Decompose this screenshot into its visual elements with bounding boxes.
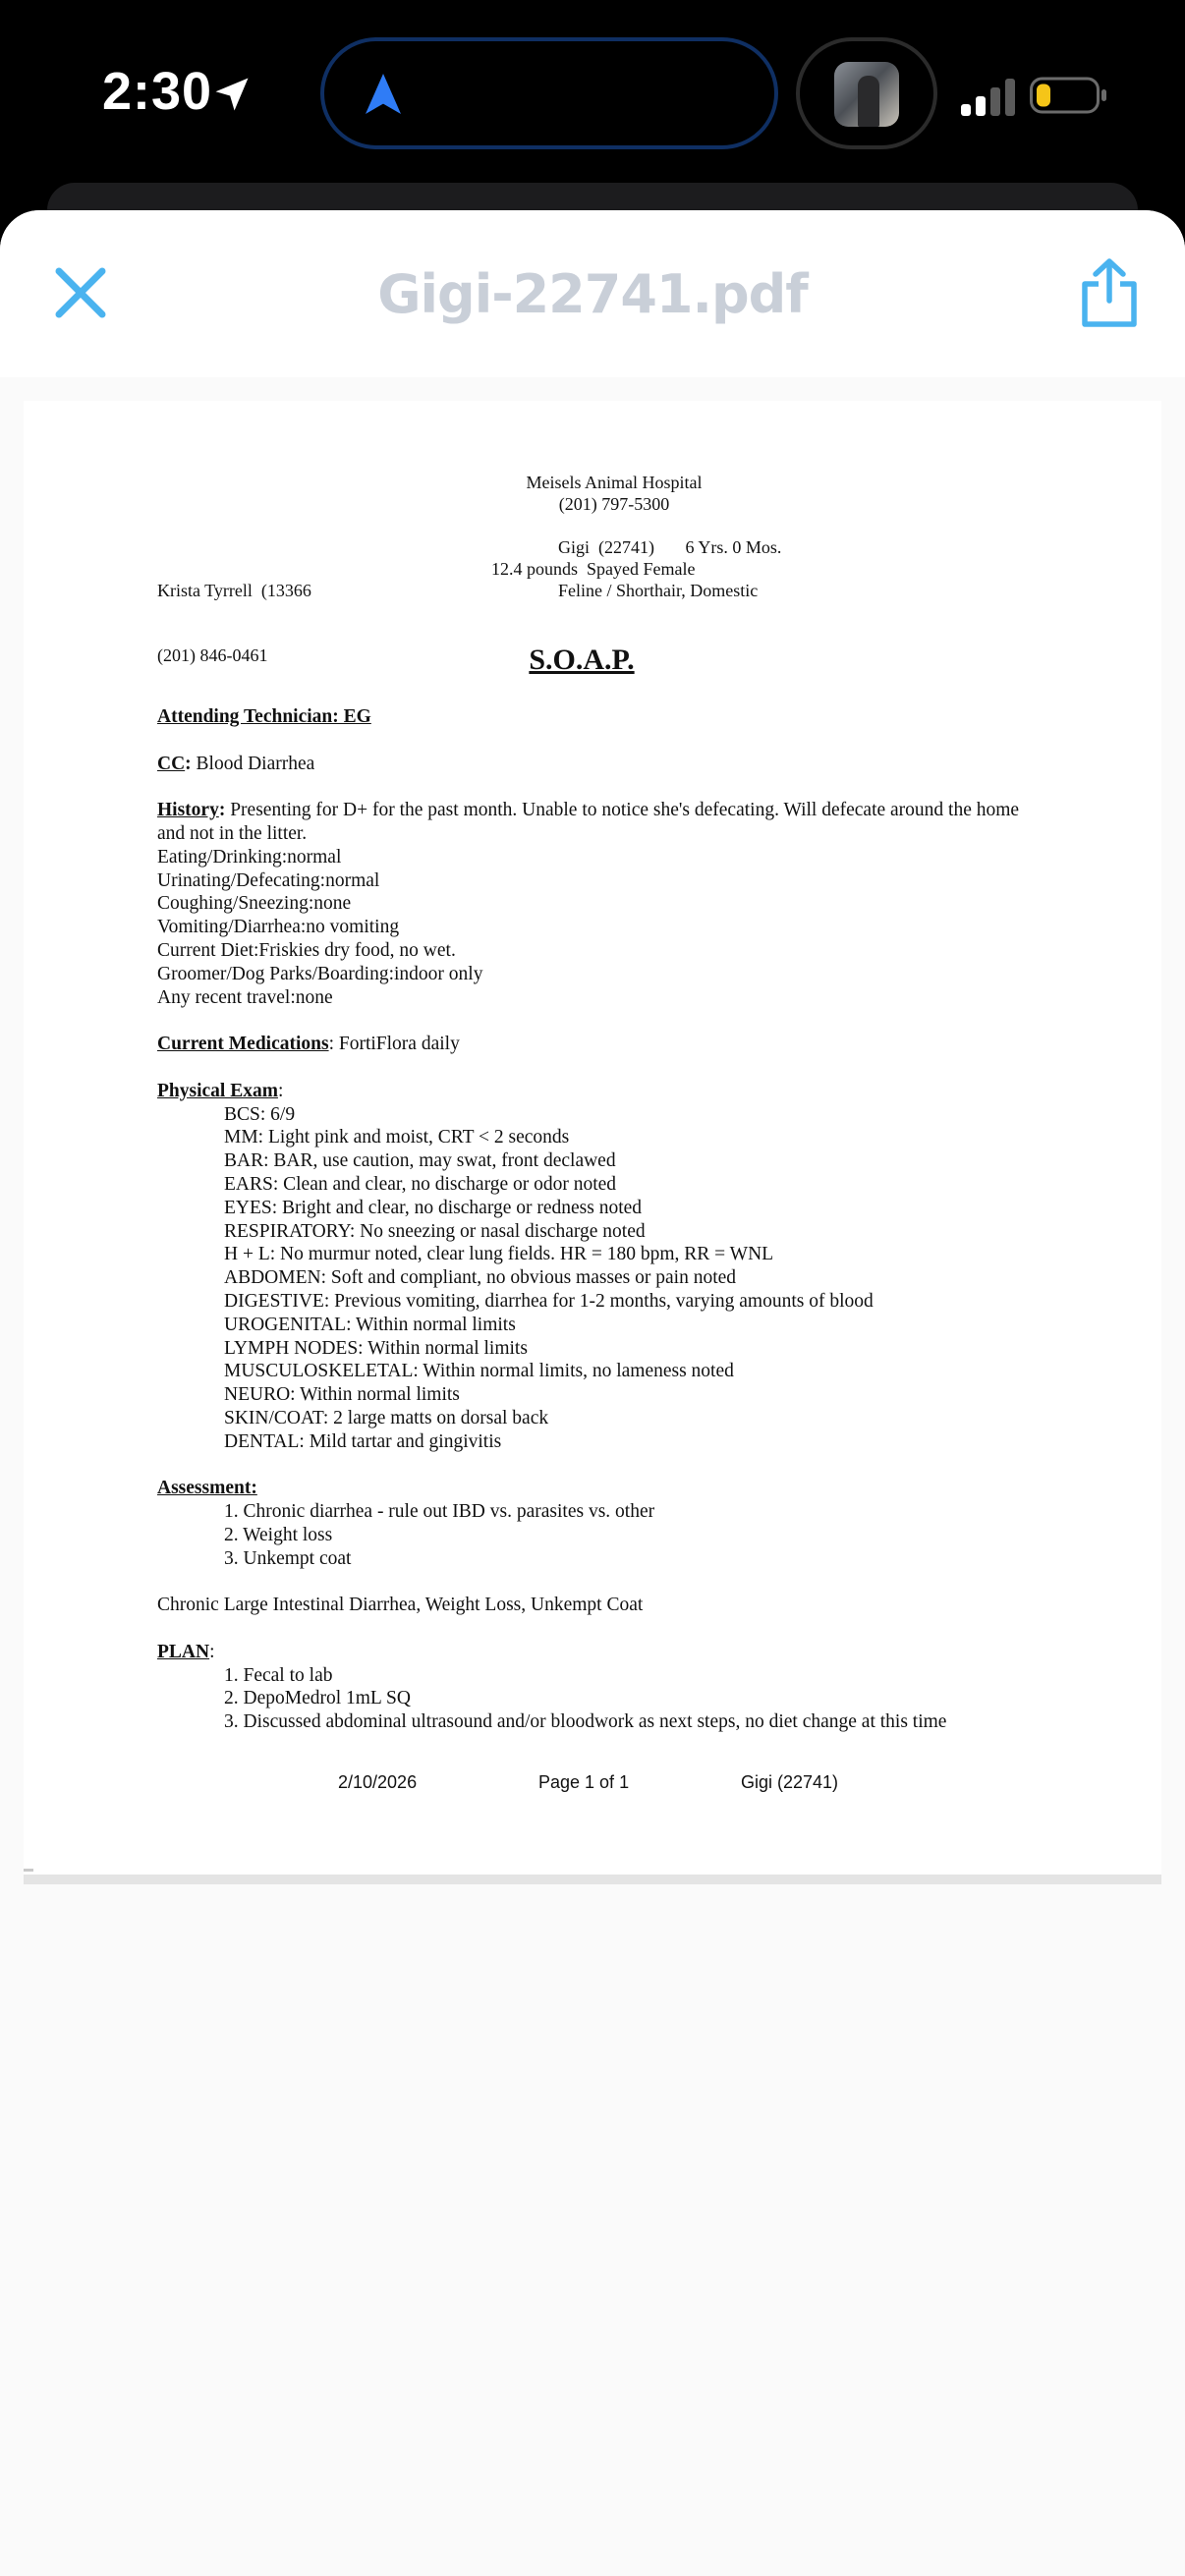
- sheet-header: [0, 210, 1185, 377]
- footer-patient: Gigi (22741): [741, 1772, 839, 1792]
- exam-item: SKIN/COAT: 2 large matts on dorsal back: [224, 1407, 549, 1428]
- exam-item: LYMPH NODES: Within normal limits: [224, 1337, 528, 1359]
- assessment-item: 3. Unkempt coat: [224, 1547, 352, 1569]
- exam-item: NEURO: Within normal limits: [224, 1384, 460, 1406]
- history-item: Urinating/Defecating:normal: [157, 869, 380, 891]
- exam-item: DENTAL: Mild tartar and gingivitis: [224, 1430, 502, 1452]
- footer-date: 2/10/2026: [338, 1772, 418, 1792]
- history-text: Presenting for D+ for the past month. Unable to notice she's defecating. Will defecate around the home and not in the litter.: [157, 800, 1020, 844]
- owner-info: [157, 536, 311, 709]
- patient-species: Feline / Shorthair, Domestic: [558, 581, 759, 600]
- cc-label: CC: [157, 753, 186, 774]
- attending-technician: Attending Technician: EG: [157, 706, 371, 727]
- history-item: Groomer/Dog Parks/Boarding:indoor only: [157, 963, 483, 984]
- soap-body: [157, 705, 1022, 1734]
- exam-item: RESPIRATORY: No sneezing or nasal discharge noted: [224, 1220, 646, 1242]
- exam-label: Physical Exam: [157, 1080, 278, 1101]
- status-time: 2:30: [102, 62, 213, 121]
- hospital-name: Meisels Animal Hospital: [526, 473, 703, 492]
- battery-icon: [1030, 75, 1108, 116]
- chief-complaint: CC: Blood Diarrhea: [157, 753, 315, 774]
- exam-item: EYES: Bright and clear, no discharge or redness noted: [224, 1197, 643, 1218]
- plan-item: 1. Fecal to lab: [224, 1664, 333, 1686]
- history-item: Current Diet:Friskies dry food, no wet.: [157, 939, 456, 961]
- assessment-label: Assessment:: [157, 1478, 257, 1499]
- plan-item: 3. Discussed abdominal ultrasound and/or bloodwork as next steps, no diet change at this time: [224, 1711, 947, 1733]
- pdf-page[interactable]: [24, 401, 1161, 1884]
- cc-value: Blood Diarrhea: [191, 753, 315, 774]
- dynamic-island[interactable]: [320, 37, 778, 149]
- exam-item: UROGENITAL: Within normal limits: [224, 1314, 516, 1335]
- exam-item: MM: Light pink and moist, CRT < 2 seconds: [224, 1127, 570, 1148]
- page-edge: [24, 1869, 33, 1872]
- exam-item: BAR: BAR, use caution, may swat, front declawed: [224, 1150, 616, 1172]
- history-label: History: [157, 800, 219, 821]
- physical-exam: Physical Exam:: [157, 1080, 284, 1101]
- patient-weight-sex: 12.4 pounds Spayed Female: [491, 559, 696, 579]
- location-arrow-icon: [210, 73, 254, 116]
- soap-title: S.O.A.P.: [529, 644, 635, 676]
- document-title: Gigi-22741.pdf: [377, 263, 808, 325]
- exam-item: ABDOMEN: Soft and compliant, no obvious masses or pain noted: [224, 1267, 737, 1289]
- signal-icon: [961, 79, 1016, 116]
- assessment-item: 2. Weight loss: [224, 1524, 333, 1545]
- history-item: Eating/Drinking:normal: [157, 846, 342, 868]
- contact-photo: [834, 62, 899, 127]
- owner-name: Krista Tyrrell (13366: [157, 581, 311, 600]
- history: History: Presenting for D+ for the past month. Unable to notice she's defecating. Will defecate around the home and not in the litter.: [157, 800, 1020, 844]
- history-item: Vomiting/Diarrhea:no vomiting: [157, 917, 400, 938]
- patient-name-age: Gigi (22741) 6 Yrs. 0 Mos.: [558, 537, 782, 557]
- hospital-phone: (201) 797-5300: [558, 494, 670, 514]
- current-medications: [157, 1033, 1022, 1056]
- owner-phone: (201) 846-0461: [157, 645, 268, 665]
- exam-item: DIGESTIVE: Previous vomiting, diarrhea for 1-2 months, varying amounts of blood: [224, 1290, 874, 1312]
- status-bar: [0, 0, 1185, 196]
- plan: PLAN:: [157, 1641, 215, 1662]
- medications-value: : FortiFlora daily: [328, 1034, 460, 1055]
- medications-label: Current Medications: [157, 1034, 329, 1055]
- share-icon[interactable]: [1079, 257, 1140, 328]
- plan-item: 2. DepoMedrol 1mL SQ: [224, 1688, 411, 1709]
- assessment-item: 1. Chronic diarrhea - rule out IBD vs. parasites vs. other: [224, 1501, 655, 1523]
- live-activity-bubble[interactable]: [796, 37, 937, 149]
- plan-label: PLAN: [157, 1641, 210, 1662]
- exam-item: MUSCULOSKELETAL: Within normal limits, no lameness noted: [224, 1361, 734, 1382]
- diagnosis: Chronic Large Intestinal Diarrhea, Weight Loss, Unkempt Coat: [157, 1595, 644, 1616]
- pdf-viewer-sheet: [0, 210, 1185, 2576]
- exam-item: BCS: 6/9: [224, 1103, 296, 1125]
- navigation-icon: [360, 71, 407, 118]
- footer-page: Page 1 of 1: [538, 1772, 630, 1792]
- history-item: Any recent travel:none: [157, 986, 333, 1008]
- history-item: Coughing/Sneezing:none: [157, 893, 352, 915]
- hospital-header: [157, 472, 1071, 515]
- exam-item: EARS: Clean and clear, no discharge or odor noted: [224, 1173, 617, 1195]
- exam-item: H + L: No murmur noted, clear lung fields. HR = 180 bpm, RR = WNL: [224, 1244, 774, 1265]
